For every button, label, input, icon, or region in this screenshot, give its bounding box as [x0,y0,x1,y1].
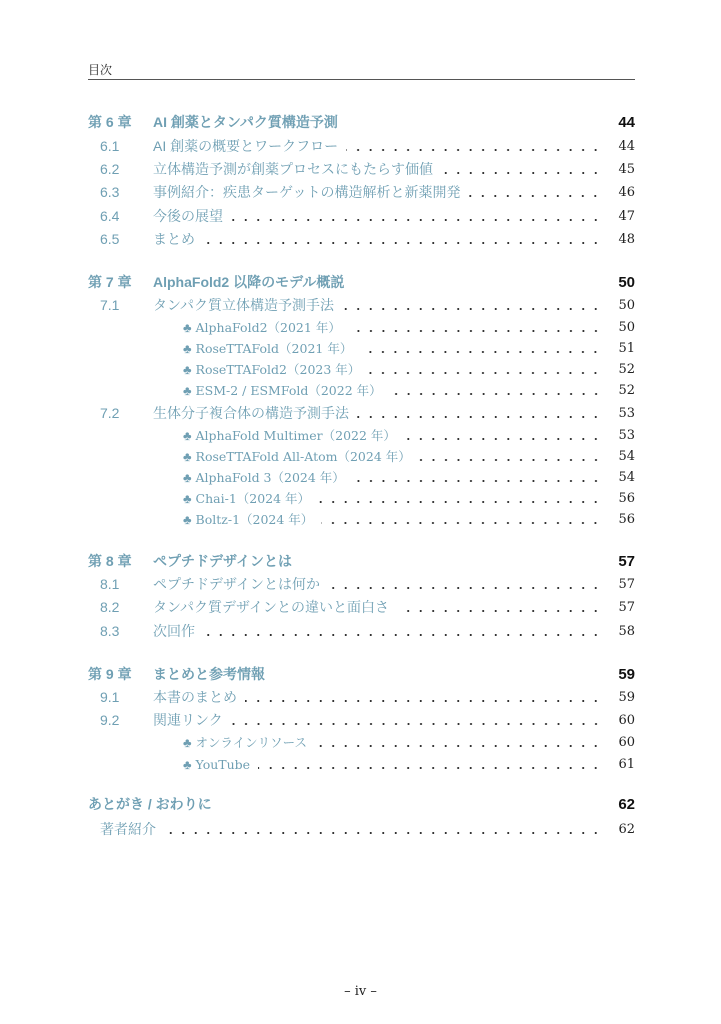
club-icon: ♣ [183,734,192,750]
toc-entry[interactable] [0,819,721,839]
dot-leader [368,359,605,379]
dot-leader [468,182,605,202]
toc-entry[interactable] [0,295,721,315]
dot-leader [342,295,605,315]
toc-entry[interactable] [0,206,721,226]
toc-entry[interactable] [0,664,721,684]
club-icon: ♣ [183,448,192,464]
entry-page: 58 [618,623,635,639]
entry-number: 6.2 [100,161,120,177]
club-icon: ♣ [183,382,192,398]
dot-leader [441,159,605,179]
dot-leader [258,754,605,774]
entry-title[interactable]: まとめ [153,231,195,247]
club-icon: ♣ [183,511,192,527]
toc-entry[interactable] [0,687,721,707]
toc-entry[interactable] [0,272,721,292]
toc-entry[interactable] [0,509,721,529]
entry-title[interactable]: 今後の展望 [153,208,223,224]
running-header: 目次 [88,63,113,77]
entry-title[interactable]: 次回作 [153,623,195,639]
entry-title[interactable]: AlphaFold2（2021 年） [195,320,341,335]
entry-title[interactable]: ペプチドデザインとは何か [153,576,321,592]
toc-entry[interactable] [0,754,721,774]
entry-page: 57 [618,576,635,592]
toc-entry[interactable] [0,229,721,249]
dot-leader [390,380,605,400]
entry-page: 50 [618,273,635,291]
entry-title[interactable]: RoseTTAFold（2021 年） [195,341,353,356]
dot-leader [352,272,605,292]
dot-leader [346,112,605,132]
entry-page: 50 [618,297,635,313]
entry-number: 第 6 章 [88,114,132,130]
toc-entry[interactable] [0,317,721,337]
toc-entry[interactable] [0,597,721,617]
dot-leader [220,794,605,814]
toc-entry[interactable] [0,338,721,358]
toc-entry[interactable] [0,732,721,752]
entry-title[interactable]: ペプチドデザインとは [153,553,293,569]
entry-page: 56 [618,511,635,527]
dot-leader [164,819,605,839]
entry-title[interactable]: タンパク質デザインとの違いと面白さ [153,599,390,615]
entry-number: 8.1 [100,576,120,592]
entry-number: 8.2 [100,599,120,615]
entry-number: 第 9 章 [88,666,132,682]
entry-title[interactable]: タンパク質立体構造予測手法 [153,297,335,313]
entry-number: 第 7 章 [88,274,132,290]
entry-page: 57 [618,599,635,615]
entry-title[interactable]: AI 創薬とタンパク質構造予測 [153,114,338,130]
dot-leader [357,403,605,423]
entry-page: 52 [618,361,635,377]
club-icon: ♣ [183,469,192,485]
entry-page: 47 [618,208,635,224]
entry-title[interactable]: あとがき / おわりに [88,796,212,812]
entry-page: 54 [618,448,635,464]
entry-page: 54 [618,469,635,485]
entry-page: 53 [618,405,635,421]
toc-entry[interactable] [0,551,721,571]
entry-page: 60 [618,734,635,750]
entry-title[interactable]: RoseTTAFold2（2023 年） [195,362,361,377]
dot-leader [360,338,605,358]
dot-leader [273,664,605,684]
toc-entry[interactable] [0,159,721,179]
dot-leader [419,446,605,466]
toc-entry[interactable] [0,112,721,132]
entry-number: 7.1 [100,297,120,313]
entry-title[interactable]: RoseTTAFold All-Atom（2024 年） [195,449,411,464]
dot-leader [353,467,605,487]
toc-entry[interactable] [0,446,721,466]
club-icon: ♣ [183,427,192,443]
entry-title[interactable]: AI 創薬の概要とワークフロー [153,138,339,154]
entry-page: 61 [618,756,635,772]
toc-entry[interactable] [0,488,721,508]
entry-number: 8.3 [100,623,120,639]
toc-entry[interactable] [0,359,721,379]
entry-title[interactable]: 関連リンク [153,712,223,728]
entry-number: 7.2 [100,405,120,421]
entry-page: 56 [618,490,635,506]
entry-number: 6.1 [100,138,120,154]
entry-title[interactable]: AlphaFold Multimer（2022 年） [195,428,396,443]
entry-title[interactable]: 著者紹介 [100,821,156,837]
club-icon: ♣ [183,756,192,772]
club-icon: ♣ [183,340,192,356]
entry-page: 51 [618,340,635,356]
entry-page: 44 [618,138,635,154]
toc-entry[interactable] [0,182,721,202]
toc-entry[interactable] [0,136,721,156]
entry-title[interactable]: まとめと参考情報 [153,666,265,682]
entry-page: 62 [618,821,635,837]
dot-leader [318,488,605,508]
toc-entry[interactable] [0,574,721,594]
entry-page: 59 [618,689,635,705]
toc-entry[interactable] [0,621,721,641]
dot-leader [315,732,605,752]
header-rule [88,79,635,80]
dot-leader [328,574,605,594]
entry-number: 6.4 [100,208,120,224]
entry-title[interactable]: 事例紹介：疾患ターゲットの構造解析と新薬開発 [153,184,461,200]
entry-page: 59 [618,665,635,683]
entry-page: 53 [618,427,635,443]
entry-title[interactable]: YouTube [195,756,251,772]
toc-entry[interactable] [0,425,721,445]
dot-leader [404,425,605,445]
entry-title[interactable]: AlphaFold 3（2024 年） [195,470,345,485]
entry-page: 44 [618,113,635,131]
entry-page: 45 [618,161,635,177]
entry-title[interactable]: Chai-1（2024 年） [195,491,311,506]
dot-leader [349,317,605,337]
toc-entry[interactable] [0,794,721,814]
page-number: – iv – [344,984,377,999]
entry-page: 48 [618,231,635,247]
dot-leader [321,509,605,529]
entry-page: 60 [618,712,635,728]
club-icon: ♣ [183,361,192,377]
club-icon: ♣ [183,319,192,335]
entry-page: 57 [618,552,635,570]
entry-title[interactable]: ESM-2 / ESMFold（2022 年） [195,383,382,398]
dot-leader [203,621,605,641]
entry-page: 52 [618,382,635,398]
entry-title[interactable]: オンラインリソース [195,735,308,750]
entry-number: 6.3 [100,184,120,200]
toc-entry[interactable] [0,403,721,423]
dot-leader [231,206,605,226]
entry-title[interactable]: 生体分子複合体の構造予測手法 [153,405,349,421]
dot-leader [397,597,605,617]
dot-leader [203,229,605,249]
entry-number: 9.1 [100,689,120,705]
entry-title[interactable]: Boltz-1（2024 年） [195,512,314,527]
toc-entry[interactable] [0,710,721,730]
entry-number: 6.5 [100,231,120,247]
entry-title[interactable]: 本書のまとめ [153,689,237,705]
dot-leader [346,136,605,156]
entry-page: 46 [618,184,635,200]
entry-title[interactable]: 立体構造予測が創薬プロセスにもたらす価値 [153,161,433,177]
entry-page: 62 [618,795,635,813]
entry-number: 9.2 [100,712,120,728]
dot-leader [245,687,605,707]
dot-leader [300,551,605,571]
toc-entry[interactable] [0,467,721,487]
entry-number: 第 8 章 [88,553,132,569]
entry-title[interactable]: AlphaFold2 以降のモデル概説 [153,274,345,290]
entry-page: 50 [618,319,635,335]
club-icon: ♣ [183,490,192,506]
toc-entry[interactable] [0,380,721,400]
dot-leader [231,710,605,730]
